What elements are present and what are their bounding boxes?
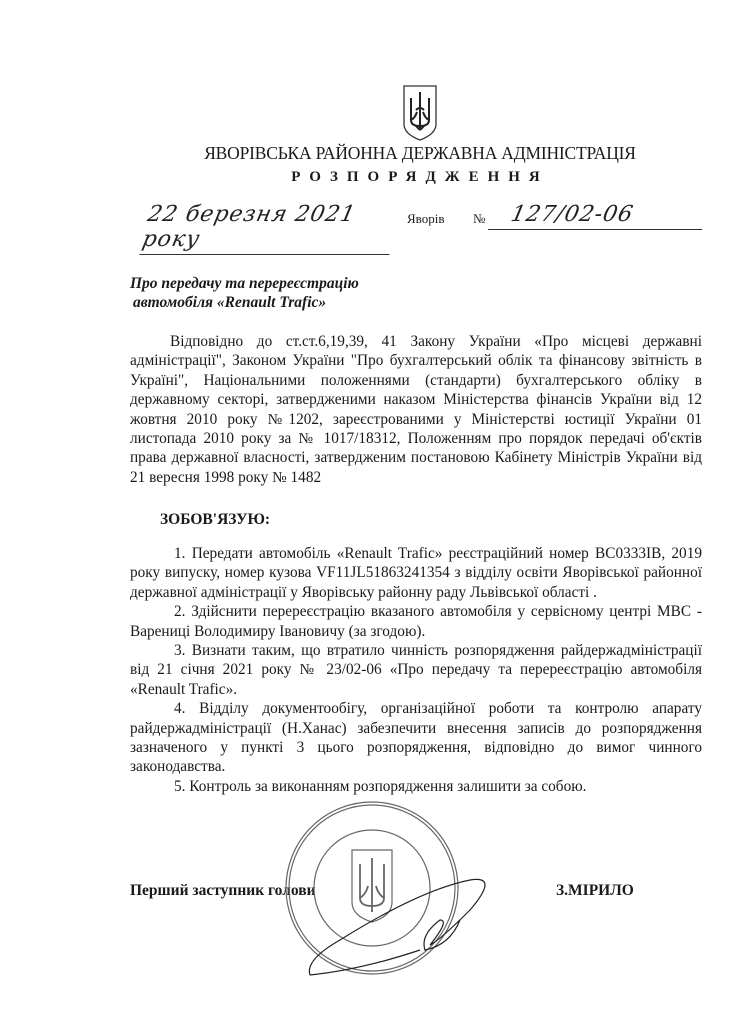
- trident-emblem-icon: [402, 84, 438, 142]
- order-heading: ЗОБОВ'ЯЗУЮ:: [160, 511, 271, 528]
- handwritten-date: 22 березня 2021 року: [139, 202, 400, 255]
- signatory-title: Перший заступник голови: [130, 882, 316, 899]
- subject-line: автомобіля «Renault Trafic»: [133, 294, 327, 311]
- handwritten-number: 127/02-06: [488, 202, 708, 230]
- order-item: 2. Здійснити перереєстрацію вказаного автомобіля у сервісному центрі МВС - Варениці Володимиру Івановичу (за згодою).: [130, 603, 702, 640]
- order-item: 4. Відділу документообігу, організаційної роботи та контролю апарату райдержадміністрації (Н.Ханас) забезпечити внесення записів до розпорядження зазначеного у пункті 3 цього розпорядження, відповідно до вимог чинного законодавства.: [130, 700, 702, 776]
- order-item: 5. Контроль за виконанням розпорядження залишити за собою.: [174, 777, 587, 795]
- city-label: Яворів: [407, 211, 445, 226]
- order-item: 3. Визнати таким, що втратило чинність розпорядження райдержадміністрації від 21 січня 2021 року № 23/02-06 «Про передачу та перереєстрацію автомобіля «Renault Trafic».: [130, 642, 702, 698]
- order-items: [130, 544, 702, 796]
- number-sign: №: [473, 211, 486, 226]
- document-subject: [130, 274, 359, 312]
- preamble-paragraph: Відповідно до ст.ст.6,19,39, 41 Закону України «Про місцеві державні адміністрації", Законом України "Про бухгалтерський облік та фінансову звітність в Україні", Національними положеннями (стандарти) бухгалтерського обліку в державному секторі, затвердженими наказом Міністерства фінансів України від 12 жовтня 2010 року №1202, зареєстрованими у Міністерстві юстиції України 01 листопада 2010 року за № 1017/18312, Положенням про порядок передачі об'єктів права державної власності, затвердженим постановою Кабінету Міністрів України від 21 вересня 1998 року № 1482: [130, 333, 702, 486]
- document-type: РОЗПОРЯДЖЕННЯ: [291, 169, 549, 185]
- subject-line: Про передачу та перереєстрацію: [130, 275, 359, 292]
- signatory-name: З.МІРИЛО: [556, 882, 634, 899]
- handwritten-signature: [300, 850, 490, 980]
- organization-name: ЯВОРІВСЬКА РАЙОННА ДЕРЖАВНА АДМІНІСТРАЦІЯ: [204, 143, 636, 163]
- order-item: 1. Передати автомобіль «Renault Trafic» реєстраційний номер ВС0333ІВ, 2019 року випуску, номер кузова VF11JL51863241354 з відділу освіти Яворівської районної державної адміністрації у Яворівську районну раду Львівської області .: [130, 545, 702, 601]
- date-number-line: [140, 202, 705, 252]
